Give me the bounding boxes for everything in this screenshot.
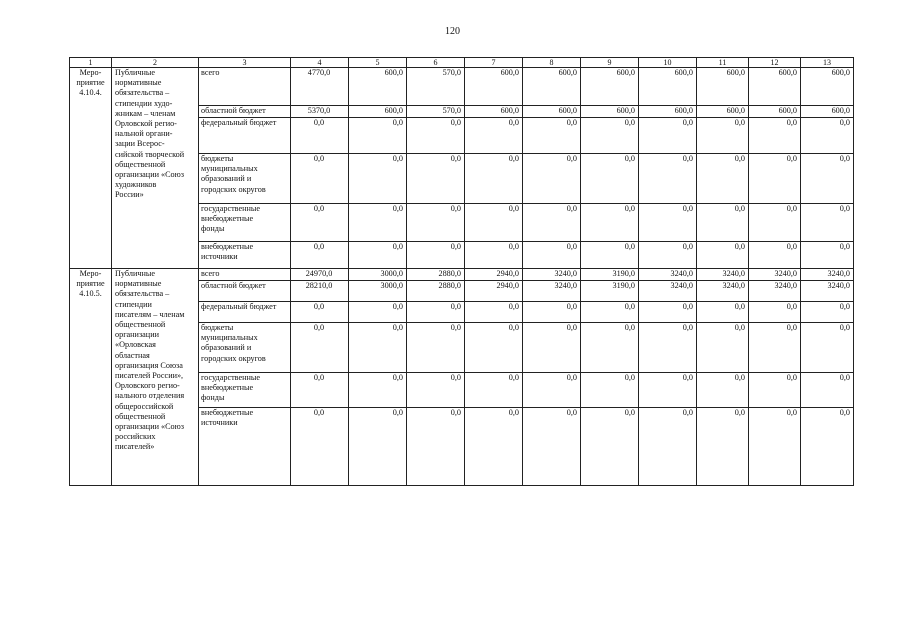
amount-cell: 570,0	[407, 106, 465, 118]
amount-cell: 0,0	[581, 302, 639, 323]
amount-cell: 0,0	[581, 118, 639, 154]
amount-cell: 0,0	[291, 323, 349, 373]
budget-table-body	[70, 58, 854, 486]
amount-cell: 0,0	[749, 242, 801, 269]
amount-cell: 3240,0	[697, 281, 749, 302]
amount-cell: 0,0	[639, 242, 697, 269]
event-code-line: приятие	[76, 279, 105, 289]
funding-source-label	[199, 204, 291, 242]
funding-source-line: бюджеты	[201, 323, 234, 332]
amount-cell: 0,0	[801, 373, 854, 408]
amount-cell: 0,0	[749, 373, 801, 408]
amount-cell: 0,0	[581, 323, 639, 373]
amount-cell: 3240,0	[639, 281, 697, 302]
funding-source-line: федеральный бюджет	[201, 302, 277, 311]
amount-cell: 0,0	[801, 204, 854, 242]
amount-cell: 24970,0	[291, 269, 349, 281]
amount-cell: 600,0	[749, 106, 801, 118]
amount-cell: 0,0	[407, 242, 465, 269]
amount-cell: 3190,0	[581, 269, 639, 281]
event-description	[112, 269, 199, 486]
amount-cell: 0,0	[523, 204, 581, 242]
funding-source-label	[199, 154, 291, 204]
funding-source-line: внебюджетные	[201, 408, 254, 417]
amount-cell: 600,0	[523, 106, 581, 118]
amount-cell: 28210,0	[291, 281, 349, 302]
amount-cell: 0,0	[801, 302, 854, 323]
funding-source-line: городских округов	[201, 184, 266, 194]
event-description-line: зации Всерос-	[115, 139, 165, 149]
funding-source-label	[199, 323, 291, 373]
amount-cell: 0,0	[523, 302, 581, 323]
amount-cell: 0,0	[349, 323, 407, 373]
amount-cell: 0,0	[407, 302, 465, 323]
amount-cell: 600,0	[801, 106, 854, 118]
funding-source-label	[199, 68, 291, 106]
amount-cell: 0,0	[407, 154, 465, 204]
event-description-line: нормативные	[115, 78, 162, 88]
amount-cell: 0,0	[639, 302, 697, 323]
amount-cell: 2880,0	[407, 269, 465, 281]
amount-cell: 0,0	[749, 302, 801, 323]
amount-cell: 0,0	[291, 373, 349, 408]
column-number-row	[70, 58, 854, 68]
event-description-line: жникам – членам	[115, 108, 176, 118]
funding-source-label	[199, 408, 291, 486]
amount-cell: 0,0	[581, 373, 639, 408]
event-description-line: сийской творческой	[115, 149, 185, 159]
funding-source-line: бюджеты	[201, 154, 234, 163]
event-description-line: обязательства –	[115, 289, 170, 299]
amount-cell: 5370,0	[291, 106, 349, 118]
amount-cell: 3240,0	[749, 269, 801, 281]
amount-cell: 0,0	[749, 154, 801, 204]
amount-cell: 600,0	[749, 68, 801, 106]
amount-cell: 0,0	[465, 302, 523, 323]
amount-cell: 570,0	[407, 68, 465, 106]
event-code-line: Меро-	[79, 68, 102, 77]
amount-cell: 600,0	[697, 106, 749, 118]
amount-cell: 0,0	[801, 408, 854, 486]
amount-cell: 3190,0	[581, 281, 639, 302]
amount-cell: 0,0	[801, 242, 854, 269]
amount-cell: 0,0	[349, 154, 407, 204]
amount-cell: 0,0	[349, 373, 407, 408]
amount-cell: 600,0	[465, 106, 523, 118]
amount-cell: 0,0	[291, 408, 349, 486]
event-description-line: писателей»	[115, 442, 155, 452]
amount-cell: 3240,0	[801, 281, 854, 302]
funding-source-line: образований и	[201, 174, 252, 184]
amount-cell: 0,0	[407, 408, 465, 486]
amount-cell: 0,0	[749, 118, 801, 154]
amount-cell: 0,0	[523, 373, 581, 408]
amount-cell: 0,0	[465, 408, 523, 486]
event-description	[112, 68, 199, 269]
funding-source-label	[199, 269, 291, 281]
event-description-line: стипендии	[115, 299, 152, 309]
budget-row	[70, 68, 854, 106]
funding-source-label	[199, 281, 291, 302]
event-description-line: России»	[115, 190, 144, 200]
amount-cell: 600,0	[349, 106, 407, 118]
event-description-line: Публичные	[115, 68, 155, 77]
amount-cell: 600,0	[581, 106, 639, 118]
event-description-line: нормативные	[115, 279, 162, 289]
funding-source-line: федеральный бюджет	[201, 118, 277, 127]
amount-cell: 0,0	[291, 302, 349, 323]
amount-cell: 0,0	[291, 204, 349, 242]
funding-source-line: государственные	[201, 373, 261, 382]
amount-cell: 0,0	[523, 154, 581, 204]
column-number-3: 3	[199, 58, 291, 68]
amount-cell: 600,0	[639, 68, 697, 106]
funding-source-label	[199, 118, 291, 154]
amount-cell: 0,0	[749, 323, 801, 373]
funding-source-line: фонды	[201, 393, 225, 403]
event-code-line: приятие	[76, 78, 105, 88]
funding-source-line: фонды	[201, 224, 225, 234]
amount-cell: 3240,0	[749, 281, 801, 302]
column-number-9: 9	[581, 58, 639, 68]
budget-table	[69, 57, 854, 486]
amount-cell: 600,0	[639, 106, 697, 118]
amount-cell: 0,0	[639, 118, 697, 154]
amount-cell: 0,0	[639, 323, 697, 373]
amount-cell: 0,0	[465, 242, 523, 269]
page-number: 120	[445, 26, 460, 37]
amount-cell: 0,0	[697, 204, 749, 242]
amount-cell: 0,0	[523, 118, 581, 154]
event-description-line: российских	[115, 432, 156, 442]
funding-source-line: источники	[201, 252, 238, 262]
event-description-line: писателям – членам	[115, 309, 185, 319]
amount-cell: 0,0	[639, 373, 697, 408]
amount-cell: 600,0	[523, 68, 581, 106]
event-description-line: организация Союза	[115, 360, 183, 370]
amount-cell: 0,0	[465, 373, 523, 408]
funding-source-line: государственные	[201, 204, 261, 213]
amount-cell: 0,0	[291, 154, 349, 204]
amount-cell: 3240,0	[639, 269, 697, 281]
event-description-line: Орловской регио-	[115, 119, 177, 129]
amount-cell: 3240,0	[697, 269, 749, 281]
event-description-line: организации «Союз	[115, 170, 185, 180]
funding-source-line: внебюджетные	[201, 242, 254, 251]
column-number-2: 2	[112, 58, 199, 68]
amount-cell: 600,0	[581, 68, 639, 106]
funding-source-line: внебюджетные	[201, 383, 254, 393]
amount-cell: 0,0	[639, 204, 697, 242]
event-description-line: общественной	[115, 411, 166, 421]
column-number-8: 8	[523, 58, 581, 68]
amount-cell: 0,0	[349, 118, 407, 154]
event-description-line: Орловского регио-	[115, 381, 180, 391]
amount-cell: 0,0	[697, 242, 749, 269]
funding-source-line: городских округов	[201, 353, 266, 363]
event-description-line: общественной	[115, 320, 166, 330]
amount-cell: 0,0	[801, 118, 854, 154]
event-description-line: стипендии худо-	[115, 98, 173, 108]
amount-cell: 0,0	[749, 204, 801, 242]
amount-cell: 0,0	[349, 204, 407, 242]
funding-source-line: областной бюджет	[201, 106, 266, 115]
funding-source-label	[199, 242, 291, 269]
event-description-line: писателей России»,	[115, 371, 184, 381]
event-description-line: нального отделения	[115, 391, 185, 401]
amount-cell: 0,0	[697, 408, 749, 486]
event-code-line: 4.10.5.	[79, 289, 102, 299]
funding-source-line: источники	[201, 418, 238, 428]
event-code-line: Меро-	[79, 269, 102, 278]
amount-cell: 0,0	[581, 154, 639, 204]
amount-cell: 0,0	[523, 408, 581, 486]
event-description-line: художников	[115, 180, 157, 190]
column-number-5: 5	[349, 58, 407, 68]
amount-cell: 0,0	[523, 323, 581, 373]
budget-row	[70, 269, 854, 281]
column-number-10: 10	[639, 58, 697, 68]
amount-cell: 0,0	[581, 408, 639, 486]
amount-cell: 0,0	[349, 302, 407, 323]
funding-source-line: муниципальных	[201, 333, 258, 343]
amount-cell: 2940,0	[465, 281, 523, 302]
funding-source-line: областной бюджет	[201, 281, 266, 290]
event-description-line: областная	[115, 350, 150, 360]
event-description-line: организации	[115, 330, 159, 340]
event-description-line: общероссийской	[115, 401, 174, 411]
event-description-line: «Орловская	[115, 340, 156, 350]
amount-cell: 0,0	[291, 118, 349, 154]
amount-cell: 3240,0	[801, 269, 854, 281]
column-number-6: 6	[407, 58, 465, 68]
amount-cell: 0,0	[465, 323, 523, 373]
funding-source-label	[199, 302, 291, 323]
event-description-line: организации «Союз	[115, 422, 185, 432]
amount-cell: 0,0	[801, 323, 854, 373]
event-description-line: Публичные	[115, 269, 155, 278]
amount-cell: 0,0	[291, 242, 349, 269]
amount-cell: 0,0	[697, 373, 749, 408]
amount-cell: 0,0	[407, 204, 465, 242]
funding-source-line: всего	[201, 269, 220, 278]
amount-cell: 3000,0	[349, 269, 407, 281]
event-code-line: 4.10.4.	[79, 88, 102, 98]
amount-cell: 0,0	[349, 408, 407, 486]
funding-source-line: всего	[201, 68, 220, 77]
event-description-line: общественной	[115, 159, 166, 169]
column-number-4: 4	[291, 58, 349, 68]
amount-cell: 600,0	[465, 68, 523, 106]
amount-cell: 3240,0	[523, 281, 581, 302]
amount-cell: 0,0	[465, 154, 523, 204]
amount-cell: 600,0	[349, 68, 407, 106]
amount-cell: 0,0	[581, 204, 639, 242]
amount-cell: 0,0	[407, 118, 465, 154]
amount-cell: 600,0	[697, 68, 749, 106]
funding-source-label	[199, 373, 291, 408]
funding-source-line: образований и	[201, 343, 252, 353]
amount-cell: 3000,0	[349, 281, 407, 302]
column-number-13: 13	[801, 58, 854, 68]
amount-cell: 0,0	[697, 302, 749, 323]
amount-cell: 0,0	[407, 373, 465, 408]
funding-source-line: внебюджетные	[201, 214, 254, 224]
funding-source-line: муниципальных	[201, 164, 258, 174]
amount-cell: 0,0	[801, 154, 854, 204]
amount-cell: 0,0	[523, 242, 581, 269]
amount-cell: 0,0	[697, 323, 749, 373]
amount-cell: 0,0	[407, 323, 465, 373]
column-number-1: 1	[70, 58, 112, 68]
column-number-11: 11	[697, 58, 749, 68]
column-number-7: 7	[465, 58, 523, 68]
funding-source-label	[199, 106, 291, 118]
amount-cell: 600,0	[801, 68, 854, 106]
event-description-line: нальной органи-	[115, 129, 173, 139]
event-code	[70, 269, 112, 486]
amount-cell: 0,0	[581, 242, 639, 269]
amount-cell: 0,0	[697, 154, 749, 204]
amount-cell: 0,0	[697, 118, 749, 154]
amount-cell: 0,0	[749, 408, 801, 486]
event-code	[70, 68, 112, 269]
amount-cell: 0,0	[465, 204, 523, 242]
amount-cell: 0,0	[639, 408, 697, 486]
amount-cell: 0,0	[465, 118, 523, 154]
amount-cell: 2940,0	[465, 269, 523, 281]
amount-cell: 3240,0	[523, 269, 581, 281]
event-description-line: обязательства –	[115, 88, 170, 98]
amount-cell: 0,0	[349, 242, 407, 269]
amount-cell: 4770,0	[291, 68, 349, 106]
amount-cell: 0,0	[639, 154, 697, 204]
column-number-12: 12	[749, 58, 801, 68]
amount-cell: 2880,0	[407, 281, 465, 302]
